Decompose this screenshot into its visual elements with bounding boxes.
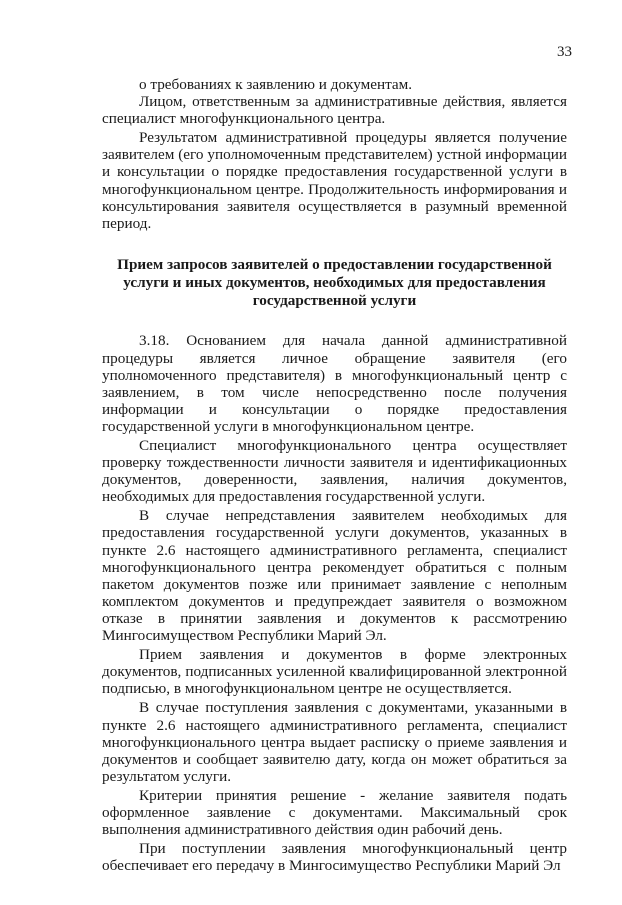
paragraph-receipt: В случае поступления заявления с документами, указанными в пункте 2.6 настоящего административного регламента, специалист многофункционального центра выдает расписку о приеме заявления и документов и сообщает заявителю дату, когда он может обратиться за результатом услуги. xyxy=(102,699,567,785)
section-heading xyxy=(102,256,567,311)
heading-line: Прием запросов заявителей о предоставлении государственной xyxy=(117,255,552,273)
paragraph-transfer: При поступлении заявления многофункциональный центр обеспечивает его передачу в Мингосимущество Республики Марий Эл xyxy=(102,840,567,875)
paragraph-responsible: Лицом, ответственным за административные действия, является специалист многофункционального центра. xyxy=(102,93,567,128)
paragraph-requirements: о требованиях к заявлению и документам. xyxy=(139,76,413,93)
heading-line: государственной услуги xyxy=(252,292,417,310)
paragraph-identity-check: Специалист многофункционального центра осуществляет проверку тождественности личности заявителя и идентификационных документов, доверенности, заявления, наличия документов, необходимых для предоставления государственной услуги. xyxy=(102,437,567,506)
heading-line: услуги и иных документов, необходимых для предоставления xyxy=(123,274,546,292)
page-body xyxy=(102,76,567,874)
paragraph-result: Результатом административной процедуры является получение заявителем (его уполномоченным представителем) устной информации и консультации о порядке предоставления государственной услуги в многофункциональном центре. Продолжительность информирования и консультирования заявителя осуществляется в разумный временной период. xyxy=(102,129,567,232)
paragraph-incomplete-documents: В случае непредставления заявителем необходимых для предоставления государственной услуги документов, указанных в пункте 2.6 настоящего административного регламента, специалист многофункционального центра рекомендует обратиться с полным пакетом документов позже или принимает заявление с неполным комплектом документов и предупреждает заявителя о возможном отказе в принятии заявления и документов к рассмотрению Мингосимуществом Республики Марий Эл. xyxy=(102,507,567,645)
paragraph-3-18: 3.18. Основанием для начала данной административной процедуры является личное обращение заявителя (его уполномоченного представителя) в многофункциональный центр с заявлением, в том числе непосредственно после получения информации и консультации о порядке предоставления государственной услуги в многофункциональном центре. xyxy=(102,332,567,435)
paragraph-electronic-documents: Прием заявления и документов в форме электронных документов, подписанных усиленной квалифицированной электронной подписью, в многофункциональном центре не осуществляется. xyxy=(102,646,567,698)
paragraph-criteria: Критерии принятия решение - желание заявителя подать оформленное заявление с документами. Максимальный срок выполнения административного действия один рабочий день. xyxy=(102,786,567,839)
page-number: 33 xyxy=(557,44,572,60)
